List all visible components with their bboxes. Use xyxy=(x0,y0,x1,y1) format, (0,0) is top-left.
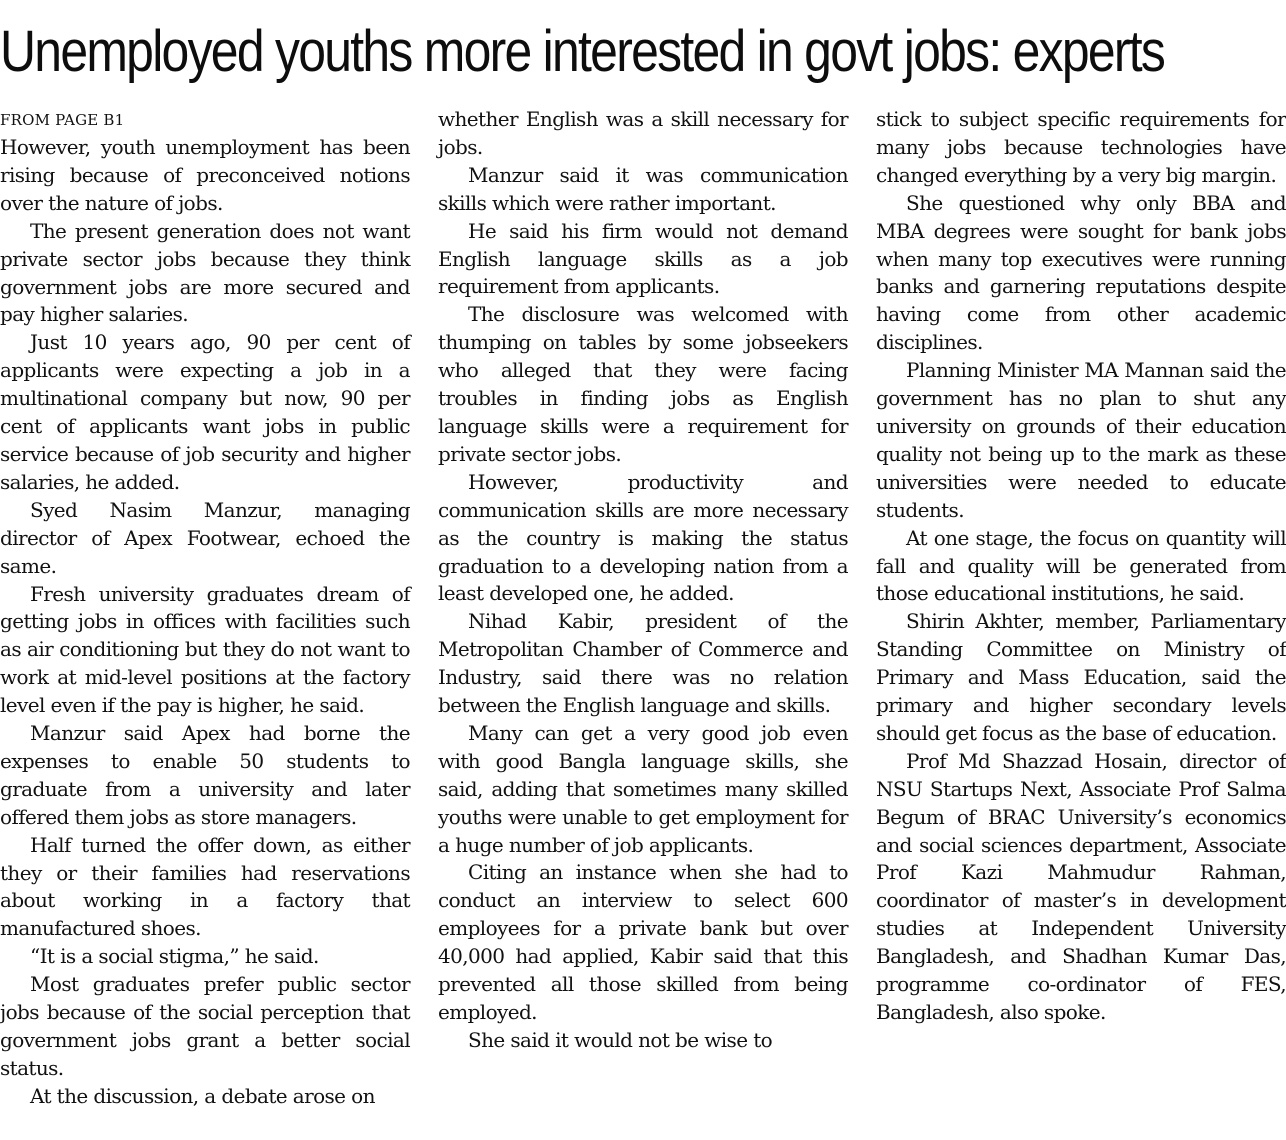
body-paragraph: At one stage, the focus on quantity will fall and quality will be generated from those educational institutions, he said. xyxy=(876,525,1286,606)
body-paragraph: Prof Md Shazzad Hosain, director of NSU Startups Next, Associate Prof Salma Begum of BRAC University’s economics and social sciences department, Associate Prof Kazi Mahmudur Rahman, coordinator of master’s in development studies at Independent University Bangladesh, and Shadhan Kumar Das, programme co-ordinator of FES, Bangladesh, also spoke. xyxy=(876,748,1286,1024)
article-column-1 xyxy=(0,106,410,1111)
body-paragraph: Syed Nasim Manzur, managing director of Apex Footwear, echoed the same. xyxy=(0,497,410,578)
body-paragraph: Just 10 years ago, 90 per cent of applicants were expecting a job in a multinational company but now, 90 per cent of applicants want jobs in public service because of job security and higher salaries, he added. xyxy=(0,330,410,494)
body-paragraph: Half turned the offer down, as either they or their families had reservations about working in a factory that manufactured shoes. xyxy=(0,832,410,941)
body-paragraph: Shirin Akhter, member, Parliamentary Standing Committee on Ministry of Primary and Mass Education, said the primary and higher secondary levels should get focus as the base of education. xyxy=(876,609,1286,745)
body-paragraph: Citing an instance when she had to conduct an interview to select 600 employees for a private bank but over 40,000 had applied, Kabir said that this prevented all those skilled from being employed. xyxy=(438,860,848,1024)
body-paragraph: “It is a social stigma,” he said. xyxy=(30,944,319,969)
article-headline: Unemployed youths more interested in govt jobs: experts xyxy=(0,19,1165,84)
body-paragraph: He said his firm would not demand English language skills as a job requirement from applicants. xyxy=(438,218,848,299)
body-paragraph: Fresh university graduates dream of getting jobs in offices with facilities such as air conditioning but they do not want to work at mid-level positions at the factory level even if the pay is higher, he said. xyxy=(0,581,410,718)
body-paragraph: Most graduates prefer public sector jobs because of the social perception that government jobs grant a better social status. xyxy=(0,972,410,1080)
body-paragraph: However, youth unemployment has been rising because of preconceived notions over the nature of jobs. xyxy=(0,135,410,215)
body-paragraph: The present generation does not want private sector jobs because they think government jobs are more secured and pay higher salaries. xyxy=(0,218,410,327)
article-column-2 xyxy=(438,106,848,1055)
body-paragraph: Nihad Kabir, president of the Metropolitan Chamber of Commerce and Industry, said there was no relation between the English language and skills. xyxy=(438,609,848,718)
body-paragraph: Planning Minister MA Mannan said the government has no plan to shut any university on grounds of their education quality not being up to the mark as these universities were needed to educate students. xyxy=(876,358,1286,522)
body-paragraph: The disclosure was welcomed with thumping on tables by some jobseekers who alleged that they were facing troubles in finding jobs as English language skills were a requirement for private sector jobs. xyxy=(438,302,848,466)
body-paragraph: Manzur said Apex had borne the expenses to enable 50 students to graduate from a university and later offered them jobs as store managers. xyxy=(0,721,410,829)
body-paragraph: stick to subject specific requirements for many jobs because technologies have changed everything by a very big margin. xyxy=(876,107,1286,187)
body-paragraph: However, productivity and communication skills are more necessary as the country is making the status graduation to a developing nation from a least developed one, he added. xyxy=(438,469,848,606)
body-paragraph: She said it would not be wise to xyxy=(468,1027,773,1052)
body-paragraph: whether English was a skill necessary for jobs. xyxy=(438,107,848,159)
body-paragraph: She questioned why only BBA and MBA degrees were sought for bank jobs when many top executives were running banks and garnering reputations despite having come from other academic disciplines. xyxy=(876,190,1286,355)
body-paragraph: Many can get a very good job even with good Bangla language skills, she said, adding that sometimes many skilled youths were unable to get employment for a huge number of job applicants. xyxy=(438,720,848,857)
dateline: FROM PAGE B1 xyxy=(0,111,125,129)
body-paragraph: At the discussion, a debate arose on xyxy=(30,1083,375,1108)
article-column-3 xyxy=(876,106,1286,1027)
body-paragraph: Manzur said it was communication skills which were rather important. xyxy=(438,162,848,215)
